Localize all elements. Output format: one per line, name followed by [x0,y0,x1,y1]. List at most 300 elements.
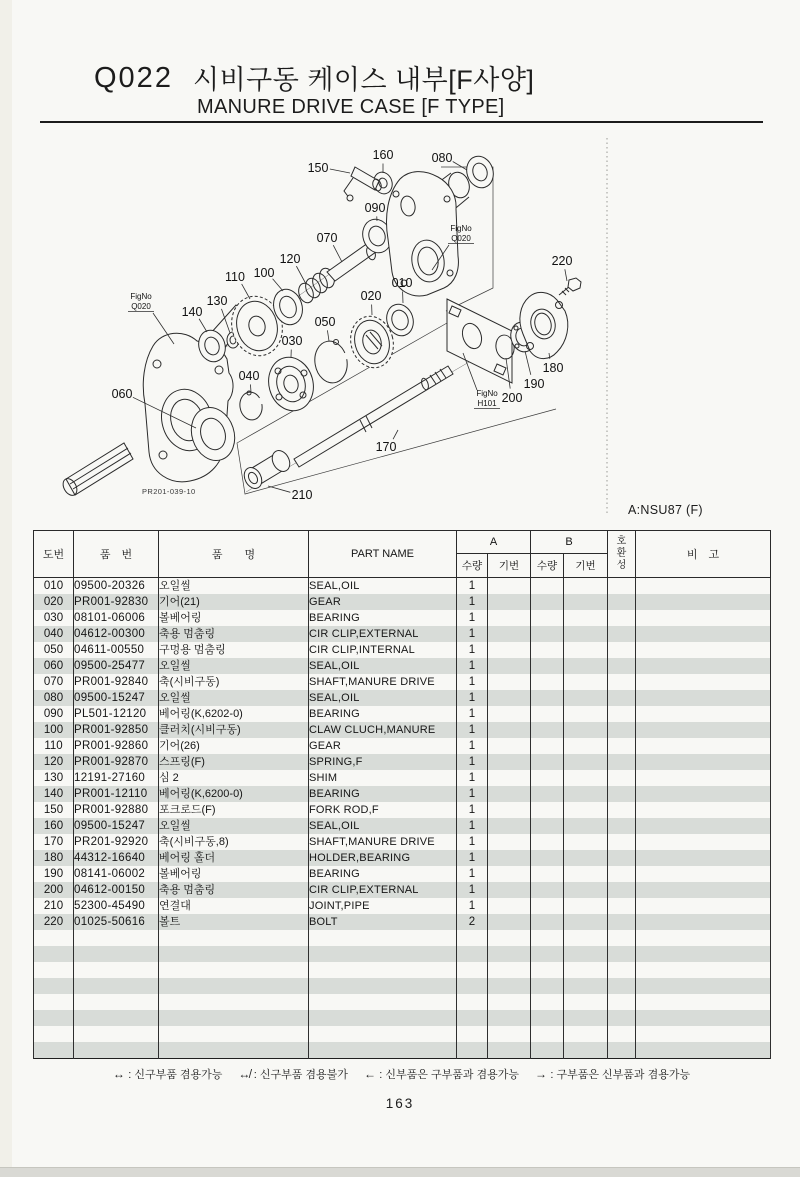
cell-remarks [636,674,771,690]
cell-qty-a: 1 [457,866,488,882]
cell-compat [608,754,636,770]
cell-qty-a [457,1042,488,1059]
cell-qty-b [531,866,564,882]
cell-serial-b [564,674,608,690]
cell-part-no [74,1026,159,1042]
cell-remarks [636,690,771,706]
cell-fig-no: 070 [34,674,74,690]
table-row-empty [34,1010,771,1026]
cell-serial-a [488,930,531,946]
cell-part-name-en [309,1026,457,1042]
cell-part-no: PR001-92880 [74,802,159,818]
cell-serial-b [564,738,608,754]
legend-item-2 [364,1066,519,1082]
cell-part-no: 09500-20326 [74,578,159,595]
cell-compat [608,690,636,706]
cell-serial-a [488,722,531,738]
cell-serial-a [488,642,531,658]
cell-serial-b [564,962,608,978]
table-row-empty [34,978,771,994]
cell-part-name-en: BOLT [309,914,457,930]
cell-serial-b [564,1026,608,1042]
callout-label-020: 020 [360,289,382,303]
cell-compat [608,994,636,1010]
cell-remarks [636,930,771,946]
cell-name-kr: 기어(21) [159,594,309,610]
legend-symbol-3: → [535,1067,551,1081]
legend-item-1 [238,1066,348,1082]
cell-compat [608,642,636,658]
cell-compat [608,578,636,595]
callout-leader-150 [330,169,350,173]
cell-serial-a [488,706,531,722]
cell-remarks [636,946,771,962]
cell-qty-a: 1 [457,626,488,642]
cell-name-kr [159,930,309,946]
cell-qty-b [531,610,564,626]
cell-qty-a [457,946,488,962]
legend [33,1066,770,1082]
cell-fig-no: 200 [34,882,74,898]
cell-fig-no: 080 [34,690,74,706]
cell-part-name-en: BEARING [309,706,457,722]
cell-part-name-en: SHAFT,MANURE DRIVE [309,834,457,850]
callout-leader-170 [393,430,398,439]
header-qty-a: 수량 [457,554,488,578]
cell-serial-b [564,818,608,834]
cell-serial-a [488,818,531,834]
cell-serial-b [564,850,608,866]
cell-remarks [636,866,771,882]
page-title-korean: 시비구동 케이스 내부[F사양] [193,65,535,95]
cell-name-kr: 볼베어링 [159,610,309,626]
cell-qty-a [457,978,488,994]
cell-remarks [636,578,771,595]
cell-part-name-en: SEAL,OIL [309,818,457,834]
table-row [34,610,771,626]
cell-compat [608,658,636,674]
cell-serial-a [488,594,531,610]
cell-part-no: 52300-45490 [74,898,159,914]
cell-qty-a: 1 [457,690,488,706]
cell-qty-b [531,1042,564,1059]
legend-label-2: : 신부품은 구부품과 겸용가능 [379,1069,520,1081]
cell-serial-a [488,738,531,754]
cell-serial-a [488,882,531,898]
cell-part-name-en: CLAW CLUCH,MANURE [309,722,457,738]
callout-label-050: 050 [314,315,336,329]
cell-compat [608,978,636,994]
cell-qty-a [457,930,488,946]
cell-serial-b [564,946,608,962]
cell-remarks [636,898,771,914]
cell-qty-a [457,994,488,1010]
cell-serial-a [488,674,531,690]
cell-fig-no [34,962,74,978]
cell-part-no: 44312-16640 [74,850,159,866]
cell-qty-a: 1 [457,754,488,770]
cell-part-name-en [309,962,457,978]
table-row [34,594,771,610]
cell-fig-no [34,1026,74,1042]
part-040-circlip [238,390,265,421]
cell-name-kr: 오일씰 [159,818,309,834]
cell-fig-no: 130 [34,770,74,786]
bracket-drawing [447,299,512,383]
table-header-row-1 [34,531,771,554]
cell-part-no [74,962,159,978]
cell-name-kr [159,978,309,994]
cell-qty-b [531,578,564,595]
cell-name-kr: 구멍용 멈춤링 [159,642,309,658]
cell-qty-b [531,690,564,706]
part-050-circlip [312,339,351,386]
cell-part-no [74,1042,159,1059]
cell-name-kr: 스프링(F) [159,754,309,770]
cell-qty-a: 1 [457,610,488,626]
cell-part-no: 09500-15247 [74,818,159,834]
cell-name-kr: 오일씰 [159,578,309,595]
legend-item-3 [535,1066,690,1082]
cell-remarks [636,610,771,626]
table-row-empty [34,946,771,962]
part-210-joint [241,448,293,492]
cell-compat [608,594,636,610]
table-row [34,738,771,754]
cell-compat [608,962,636,978]
cell-fig-no: 170 [34,834,74,850]
callout-label-160: 160 [372,148,394,162]
cell-serial-b [564,770,608,786]
cell-part-name-en [309,978,457,994]
drawing-code: PR201-039-10 [142,487,196,496]
cell-name-kr: 축(시비구동,8) [159,834,309,850]
cell-fig-no [34,930,74,946]
cell-name-kr: 축(시비구동) [159,674,309,690]
cell-name-kr: 베어링(K,6200-0) [159,786,309,802]
table-row [34,834,771,850]
callout-label-080: 080 [431,151,453,165]
table-row [34,722,771,738]
cell-part-no: 08101-06006 [74,610,159,626]
cell-remarks [636,1042,771,1059]
callout-label-110: 110 [225,270,245,284]
fig-ref-text: FigNo [130,292,152,301]
cell-part-name-en: SEAL,OIL [309,658,457,674]
callout-leader-210 [268,486,290,492]
cell-qty-b [531,786,564,802]
legend-symbol-0: ↔ [112,1067,129,1081]
left-case-drawing [143,305,248,482]
table-row-empty [34,930,771,946]
cell-remarks [636,642,771,658]
cell-serial-a [488,962,531,978]
cell-fig-no: 090 [34,706,74,722]
cell-serial-a [488,786,531,802]
callout-leader-100 [273,279,283,291]
cell-serial-b [564,786,608,802]
cell-compat [608,866,636,882]
callout-label-200: 200 [501,391,523,405]
table-row [34,786,771,802]
cell-part-name-en: FORK ROD,F [309,802,457,818]
part-220-bolt [559,278,581,295]
legend-label-0: : 신구부품 겸용가능 [128,1069,223,1081]
cell-part-no: PR001-92850 [74,722,159,738]
cell-name-kr: 베어링 홀더 [159,850,309,866]
cell-part-name-en: SEAL,OIL [309,578,457,595]
callout-label-090: 090 [364,201,386,215]
cell-part-no: 01025-50616 [74,914,159,930]
cell-fig-no [34,1042,74,1059]
legend-symbol-1: ↮ [238,1067,254,1081]
cell-remarks [636,706,771,722]
cell-part-name-en: SHIM [309,770,457,786]
cell-part-no: PR001-92840 [74,674,159,690]
cell-part-name-en: CIR CLIP,EXTERNAL [309,882,457,898]
cell-serial-a [488,626,531,642]
cell-remarks [636,914,771,930]
table-row [34,914,771,930]
legend-label-1: : 신구부품 겸용불가 [253,1069,348,1081]
cell-name-kr: 심 2 [159,770,309,786]
cell-serial-b [564,722,608,738]
cell-name-kr [159,946,309,962]
callout-label-120: 120 [279,252,301,266]
cell-qty-b [531,914,564,930]
callout-label-030: 030 [281,334,303,348]
cell-part-no: 04612-00150 [74,882,159,898]
part-150-fork-rod [344,167,383,201]
cell-qty-b [531,962,564,978]
cell-part-no: 04611-00550 [74,642,159,658]
cell-part-name-en: BEARING [309,786,457,802]
cell-remarks [636,722,771,738]
cell-serial-b [564,610,608,626]
cell-part-name-en: HOLDER,BEARING [309,850,457,866]
cell-qty-b [531,594,564,610]
cell-serial-a [488,690,531,706]
page-bottom-edge [0,1167,800,1177]
cell-qty-a: 1 [457,898,488,914]
cell-fig-no [34,946,74,962]
cell-qty-b [531,754,564,770]
cell-qty-b [531,818,564,834]
table-row [34,802,771,818]
cell-fig-no: 010 [34,578,74,595]
cell-qty-b [531,658,564,674]
cell-qty-b [531,1026,564,1042]
cell-name-kr: 축용 멈춤링 [159,626,309,642]
parts-table-body [34,578,771,1059]
cell-part-no: 09500-15247 [74,690,159,706]
table-row [34,754,771,770]
cell-part-no: PR001-92830 [74,594,159,610]
cell-serial-b [564,802,608,818]
cell-qty-a: 1 [457,642,488,658]
cell-fig-no [34,994,74,1010]
cell-fig-no: 100 [34,722,74,738]
header-group-a: A [457,531,531,554]
cell-qty-b [531,706,564,722]
cell-part-name-en: SEAL,OIL [309,690,457,706]
cell-qty-b [531,850,564,866]
callout-leader-120 [296,266,306,284]
cell-part-name-en: JOINT,PIPE [309,898,457,914]
cell-remarks [636,962,771,978]
cell-qty-b [531,882,564,898]
page-title-english: MANURE DRIVE CASE [F TYPE] [197,96,505,118]
legend-symbol-2: ← [363,1067,380,1081]
cell-remarks [636,770,771,786]
callout-label-170: 170 [375,440,397,454]
callout-label-220: 220 [551,254,573,268]
cell-part-no [74,946,159,962]
callout-leader-050 [327,330,329,341]
table-row [34,866,771,882]
cell-serial-b [564,594,608,610]
cell-compat [608,770,636,786]
callout-label-180: 180 [542,361,564,375]
cell-serial-b [564,930,608,946]
cell-compat [608,1042,636,1059]
callout-leader-110 [242,284,250,299]
cell-compat [608,834,636,850]
cell-qty-a: 1 [457,850,488,866]
table-row [34,690,771,706]
table-row [34,770,771,786]
cell-remarks [636,978,771,994]
callout-leader-220 [565,269,567,281]
cell-name-kr: 연결대 [159,898,309,914]
header-serial-b: 기번 [564,554,608,578]
cell-part-no: 09500-25477 [74,658,159,674]
cell-qty-b [531,898,564,914]
cell-remarks [636,818,771,834]
table-row [34,898,771,914]
callout-leader-080 [453,162,467,170]
callout-leader-070 [333,245,342,262]
part-170-shaft [294,366,453,467]
cell-qty-b [531,674,564,690]
cell-serial-b [564,626,608,642]
input-shaft-drawing [60,443,133,498]
cell-compat [608,738,636,754]
cell-part-no: PR001-92870 [74,754,159,770]
cell-part-no [74,978,159,994]
cell-serial-b [564,994,608,1010]
cell-name-kr: 오일씰 [159,690,309,706]
cell-remarks [636,626,771,642]
table-row [34,850,771,866]
table-row-empty [34,994,771,1010]
cell-compat [608,930,636,946]
cell-compat [608,706,636,722]
cell-qty-b [531,994,564,1010]
cell-fig-no: 190 [34,866,74,882]
cell-serial-a [488,770,531,786]
cell-qty-a: 1 [457,786,488,802]
cell-compat [608,610,636,626]
cell-qty-b [531,770,564,786]
cell-fig-no: 140 [34,786,74,802]
cell-part-name-en: GEAR [309,738,457,754]
cell-remarks [636,754,771,770]
cell-qty-b [531,642,564,658]
cell-remarks [636,594,771,610]
cell-part-name-en [309,1042,457,1059]
cell-part-no: PL501-12120 [74,706,159,722]
table-row [34,642,771,658]
callout-leader-140 [199,319,207,332]
cell-part-name-en: BEARING [309,866,457,882]
cell-part-name-en [309,930,457,946]
cell-fig-no: 020 [34,594,74,610]
cell-part-name-en: SHAFT,MANURE DRIVE [309,674,457,690]
table-row [34,658,771,674]
cell-remarks [636,738,771,754]
cell-compat [608,722,636,738]
callout-label-070: 070 [316,231,338,245]
cell-part-name-en: GEAR [309,594,457,610]
cell-part-no [74,1010,159,1026]
table-row [34,578,771,595]
cell-name-kr: 볼트 [159,914,309,930]
cell-part-name-en [309,994,457,1010]
cell-part-no: PR001-12110 [74,786,159,802]
cell-fig-no: 220 [34,914,74,930]
callout-label-130: 130 [206,294,228,308]
cell-fig-no: 040 [34,626,74,642]
cell-compat [608,850,636,866]
cell-part-no: PR201-92920 [74,834,159,850]
cell-qty-a: 1 [457,770,488,786]
cell-name-kr: 클러치(시비구동) [159,722,309,738]
cell-serial-b [564,882,608,898]
cell-serial-a [488,994,531,1010]
cell-qty-a: 1 [457,882,488,898]
cell-fig-no: 120 [34,754,74,770]
page-code: Q022 [94,62,173,94]
header-part-name-en: PART NAME [309,531,457,578]
cell-name-kr [159,1042,309,1059]
header-part-no: 품 번 [74,531,159,578]
header-group-b: B [531,531,608,554]
cell-qty-b [531,626,564,642]
cell-remarks [636,802,771,818]
table-row-empty [34,962,771,978]
cell-serial-b [564,866,608,882]
cell-fig-no: 110 [34,738,74,754]
cell-serial-a [488,946,531,962]
cell-serial-b [564,1042,608,1059]
cell-part-name-en: SPRING,F [309,754,457,770]
cell-name-kr: 축용 멈춤링 [159,882,309,898]
cell-fig-no [34,978,74,994]
cell-part-no: 12191-27160 [74,770,159,786]
cell-serial-a [488,658,531,674]
cell-qty-a: 1 [457,834,488,850]
header-remarks: 비 고 [636,531,771,578]
cell-serial-b [564,834,608,850]
cell-qty-a: 1 [457,818,488,834]
cell-qty-a: 1 [457,658,488,674]
cell-qty-b [531,738,564,754]
header-fig-no: 도번 [34,531,74,578]
cell-qty-a: 1 [457,594,488,610]
cell-qty-b [531,722,564,738]
cell-name-kr [159,1026,309,1042]
